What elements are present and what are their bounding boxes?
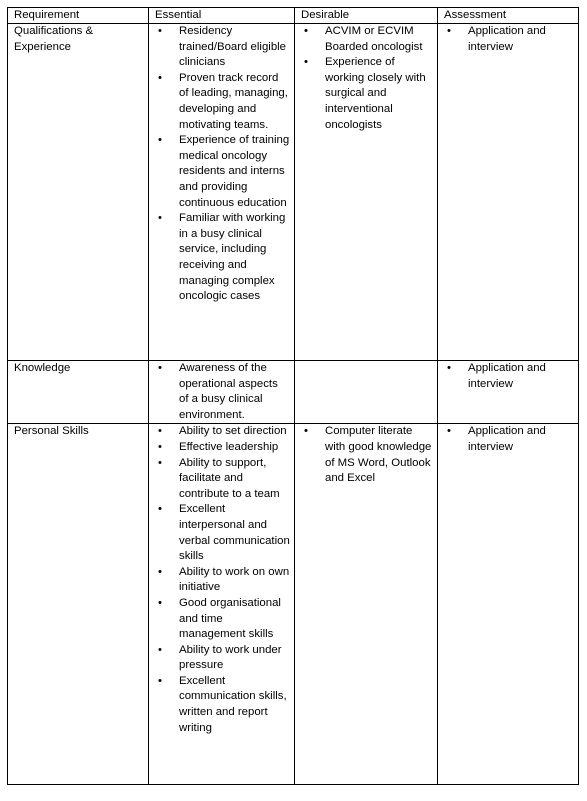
assessment-cell: [438, 24, 579, 361]
header-row: [8, 8, 579, 24]
assessment-list: [444, 24, 574, 55]
person-specification-table: [7, 7, 579, 785]
requirement-cell: Personal Skills: [8, 424, 149, 785]
header-assessment: Assessment: [438, 8, 579, 24]
desirable-cell: [295, 424, 438, 785]
list-item: • Excellent communication skills, written and report writing: [155, 674, 290, 736]
list-item: • Familiar with working in a busy clinical service, including receiving and managing complex oncologic cases: [155, 211, 290, 305]
desirable-cell: [295, 361, 438, 424]
desirable-cell: [295, 24, 438, 361]
desirable-list: [301, 24, 433, 133]
essential-list: [155, 424, 290, 736]
essential-list: [155, 361, 290, 423]
list-item: • Awareness of the operational aspects of a busy clinical environment.: [155, 361, 290, 423]
assessment-list: [444, 424, 574, 455]
list-item: • Application and interview: [444, 361, 574, 392]
list-item: • Experience of training medical oncology residents and interns and providing continuous education: [155, 133, 290, 211]
list-item: • Proven track record of leading, managing, developing and motivating teams.: [155, 71, 290, 133]
list-item: • Computer literate with good knowledge of MS Word, Outlook and Excel: [301, 424, 433, 486]
list-item: • Ability to support, facilitate and contribute to a team: [155, 456, 290, 503]
assessment-cell: [438, 424, 579, 785]
requirement-cell: Qualifications & Experience: [8, 24, 149, 361]
table-row-knowledge: [8, 361, 579, 424]
assessment-cell: [438, 361, 579, 424]
list-item: • Excellent interpersonal and verbal communication skills: [155, 502, 290, 564]
list-item: • Application and interview: [444, 24, 574, 55]
list-item: • Good organisational and time management skills: [155, 596, 290, 643]
list-item: • ACVIM or ECVIM Boarded oncologist: [301, 24, 433, 55]
list-item: • Residency trained/Board eligible clinicians: [155, 24, 290, 71]
list-item: • Application and interview: [444, 424, 574, 455]
assessment-list: [444, 361, 574, 392]
list-item: • Ability to set direction: [155, 424, 290, 440]
requirement-cell: Knowledge: [8, 361, 149, 424]
header-essential: Essential: [149, 8, 295, 24]
essential-cell: [149, 361, 295, 424]
essential-cell: [149, 424, 295, 785]
list-item: • Ability to work under pressure: [155, 643, 290, 674]
list-item: • Experience of working closely with surgical and interventional oncologists: [301, 55, 433, 133]
desirable-list: [301, 424, 433, 486]
table-row-personal-skills: [8, 424, 579, 785]
table-row-qualifications: [8, 24, 579, 361]
essential-cell: [149, 24, 295, 361]
header-desirable: Desirable: [295, 8, 438, 24]
essential-list: [155, 24, 290, 305]
header-requirement: Requirement: [8, 8, 149, 24]
list-item: • Ability to work on own initiative: [155, 565, 290, 596]
list-item: • Effective leadership: [155, 440, 290, 456]
